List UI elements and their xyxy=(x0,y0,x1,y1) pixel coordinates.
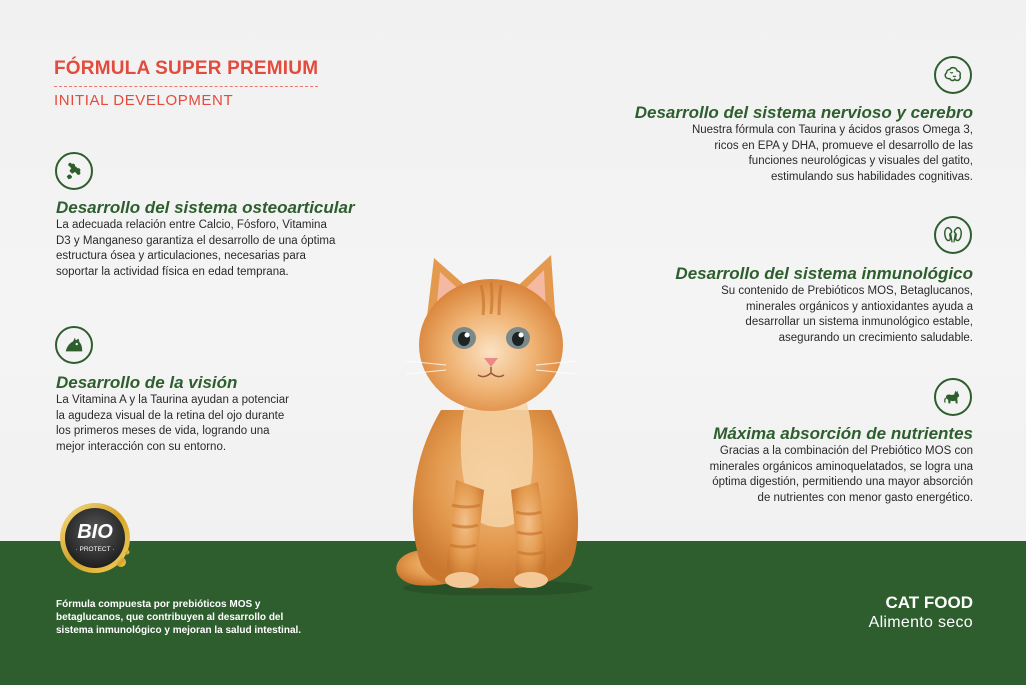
brand-title: FÓRMULA SUPER PREMIUM xyxy=(54,58,318,87)
feature-osteoarticular xyxy=(56,198,366,280)
feature-description: La adecuada relación entre Calcio, Fósforo, Vitamina D3 y Manganeso garantiza el desarrollo de una óptima estructura ósea y articulaciones, necesarias para soportar la actividad física en edad temprana. xyxy=(56,219,336,278)
feature-description: Nuestra fórmula con Taurina y ácidos grasos Omega 3, ricos en EPA y DHA, promueve el desarrollo de las funciones neurológicas y visuales del gatito, estimulando sus habilidades cognitivas. xyxy=(691,124,973,183)
brain-icon xyxy=(934,56,972,94)
feature-immune-system xyxy=(620,264,973,346)
header xyxy=(54,58,318,109)
footer-description: Fórmula compuesta por prebióticos MOS y betaglucanos, que contribuyen al desarrollo del sistema inmunológico y mejoran la salud intestinal. xyxy=(56,599,302,636)
kitten-image xyxy=(386,250,596,595)
cat-sitting-icon xyxy=(934,378,972,416)
feature-title: Desarrollo del sistema nervioso y cerebro xyxy=(634,103,973,122)
feature-title: Desarrollo del sistema inmunológico xyxy=(675,264,973,283)
feature-title: Desarrollo del sistema osteoarticular xyxy=(56,198,355,217)
product-label xyxy=(869,593,973,633)
badge-main-text: BIO xyxy=(77,521,113,543)
brand-subtitle: INITIAL DEVELOPMENT xyxy=(54,92,234,109)
feature-title: Máxima absorción de nutrientes xyxy=(713,424,973,443)
badge-sub-text: · PROTECT · xyxy=(75,546,115,553)
cat-eye-icon xyxy=(55,326,93,364)
bone-joint-icon xyxy=(55,152,93,190)
feature-description: Gracias a la combinación del Prebiótico MOS con minerales orgánicos aminoquelatados, se logra una óptima digestión, permitiendo una mayor absorción de nutrientes con menor gasto energético. xyxy=(709,445,973,504)
feature-nutrient-absorption xyxy=(620,424,973,506)
kidneys-icon xyxy=(934,216,972,254)
feature-description: La Vitamina A y la Taurina ayudan a potenciar la agudeza visual de la retina del ojo durante los primeros meses de vida, logrando una mejor interacción con su entorno. xyxy=(56,394,289,453)
bio-protect-badge xyxy=(57,500,133,576)
feature-description: Su contenido de Prebióticos MOS, Betaglucanos, minerales orgánicos y antioxidantes ayuda a desarrollar un sistema inmunológico estable, asegurando un crecimiento saludable. xyxy=(721,285,973,344)
product-subtype: Alimento seco xyxy=(868,614,973,631)
feature-vision xyxy=(56,373,356,455)
feature-title: Desarrollo de la visión xyxy=(56,373,238,392)
product-type: CAT FOOD xyxy=(885,593,973,612)
feature-nervous-system xyxy=(620,103,973,185)
